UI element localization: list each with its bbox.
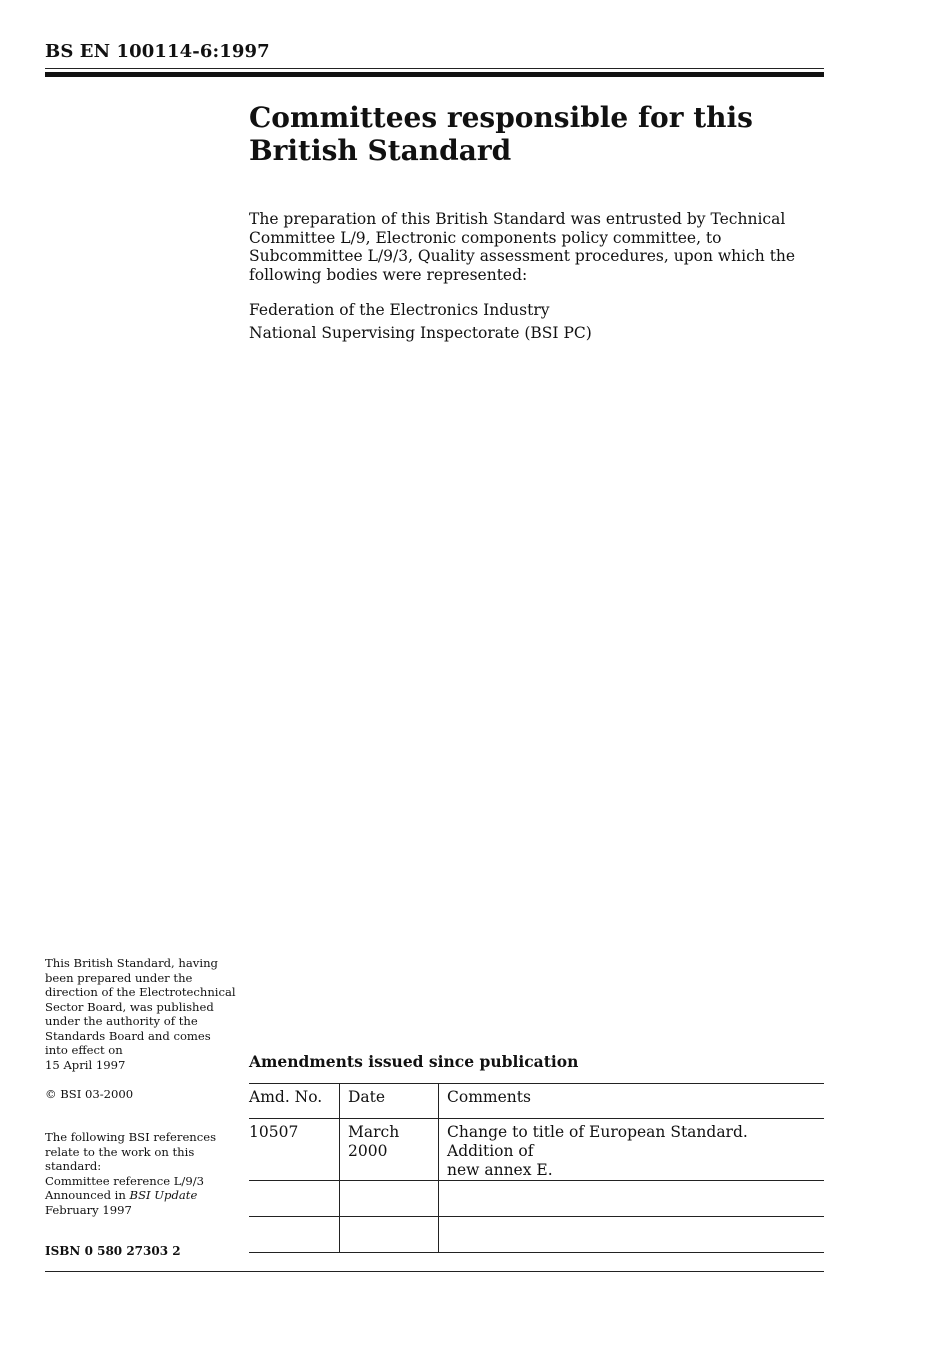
- publication-note-line: This British Standard, having: [45, 956, 218, 970]
- announcement: [45, 1188, 240, 1203]
- bsi-references: [45, 1130, 240, 1217]
- empty-cell: [249, 1217, 340, 1253]
- amendments-heading: Amendments issued since publication: [249, 1052, 579, 1071]
- column-header-comments: Comments: [439, 1084, 825, 1119]
- table-row-empty: [249, 1181, 824, 1217]
- bsi-references-line: The following BSI references: [45, 1130, 217, 1144]
- page-title-line-2: British Standard: [249, 134, 512, 167]
- date-cell-line: March: [348, 1123, 400, 1141]
- publication-note-line: direction of the Electrotechnical: [45, 985, 236, 999]
- empty-cell: [439, 1217, 825, 1253]
- bsi-references-line: relate to the work on this: [45, 1144, 195, 1159]
- empty-cell: [249, 1181, 340, 1217]
- amendments-table: [249, 1083, 824, 1253]
- announcement-prefix: Announced in: [45, 1188, 130, 1202]
- column-header-date: Date: [340, 1084, 439, 1119]
- comments-cell-line: Change to title of European Standard. Addition of: [447, 1123, 748, 1160]
- publication-note-line: into effect on: [45, 1043, 123, 1057]
- intro-paragraph: The preparation of this British Standard was entrusted by Technical Committee L/9, Electronic components policy committee, to Subcommittee L/9/3, Quality assessment procedures, upon which the following bodies were represented:: [249, 210, 796, 284]
- document-id: BS EN 100114-6:1997: [45, 41, 270, 62]
- footer-rule: [45, 1271, 824, 1272]
- empty-cell: [439, 1181, 825, 1217]
- amendments-header-row: [249, 1084, 824, 1119]
- committee-reference: Committee reference L/9/3: [45, 1173, 205, 1188]
- column-header-amd-no: Amd. No.: [249, 1084, 340, 1119]
- header-rule-thin: [45, 68, 824, 69]
- effective-date: 15 April 1997: [45, 1057, 126, 1072]
- publication-note: [45, 956, 240, 1072]
- empty-cell: [340, 1217, 439, 1253]
- represented-body: National Supervising Inspectorate (BSI PC): [249, 324, 592, 342]
- isbn: ISBN 0 580 27303 2: [45, 1244, 181, 1258]
- empty-cell: [340, 1181, 439, 1217]
- page-title-line-1: Committees responsible for this: [249, 101, 753, 134]
- copyright-notice: © BSI 03-2000: [45, 1087, 134, 1101]
- table-row-empty: [249, 1217, 824, 1253]
- date-cell-line: 2000: [348, 1142, 388, 1160]
- publication-note-line: Standards Board and comes: [45, 1028, 211, 1043]
- comments-cell: [439, 1119, 825, 1181]
- comments-cell-line: new annex E.: [447, 1161, 553, 1179]
- publication-note-line: under the authority of the: [45, 1014, 198, 1028]
- amd-no-cell: 10507: [249, 1119, 340, 1181]
- announcement-date: February 1997: [45, 1202, 132, 1217]
- publication-note-line: Sector Board, was published: [45, 999, 214, 1014]
- table-row: [249, 1119, 824, 1181]
- announcement-publication: BSI Update: [129, 1188, 198, 1202]
- bsi-references-line: standard:: [45, 1159, 102, 1173]
- page-title: [249, 101, 829, 167]
- represented-bodies-list: [249, 299, 829, 345]
- header-rule-thick: [45, 72, 824, 77]
- date-cell: [340, 1119, 439, 1181]
- represented-body: Federation of the Electronics Industry: [249, 301, 550, 319]
- publication-note-line: been prepared under the: [45, 970, 193, 985]
